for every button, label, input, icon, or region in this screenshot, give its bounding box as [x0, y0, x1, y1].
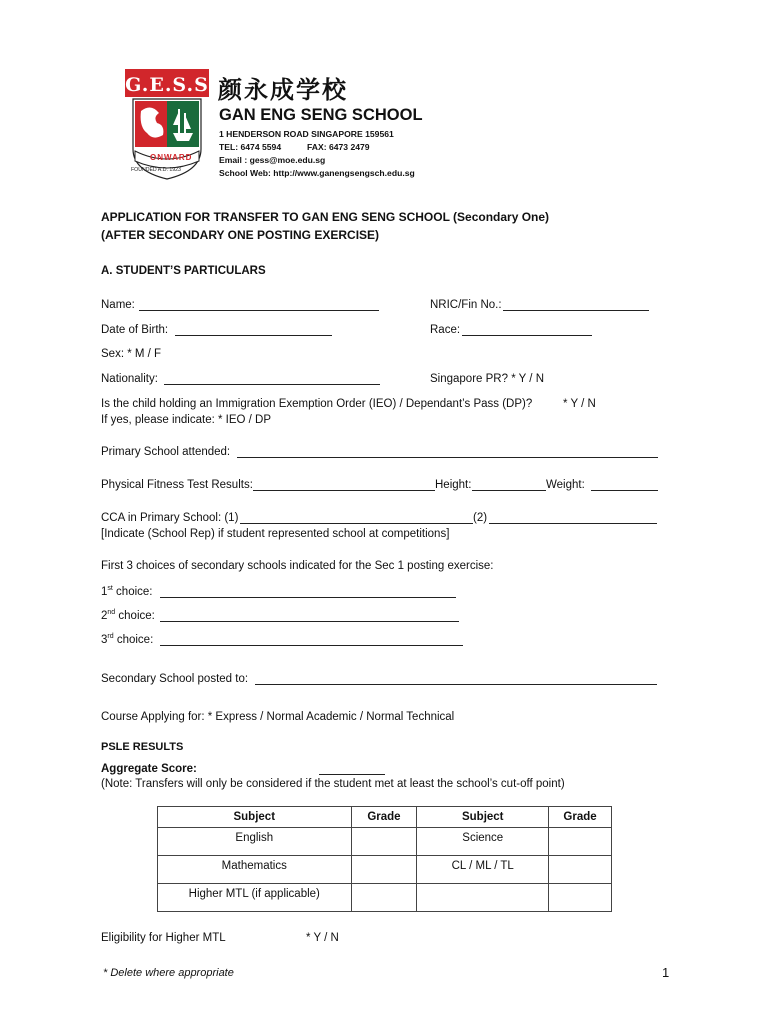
school-crest-logo: [123, 67, 211, 185]
race-field[interactable]: [462, 325, 592, 336]
grade-cell[interactable]: [351, 828, 417, 856]
section-a-heading: A. STUDENT’S PARTICULARS: [101, 265, 266, 277]
psle-heading: PSLE RESULTS: [101, 741, 184, 753]
cca-label: CCA in Primary School: (1): [101, 512, 239, 524]
table-row: [158, 856, 612, 884]
eligibility-label: Eligibility for Higher MTL: [101, 932, 226, 944]
dob-field[interactable]: [175, 325, 332, 336]
height-field[interactable]: [472, 480, 546, 491]
posted-to-field[interactable]: [255, 674, 657, 685]
school-name: GAN ENG SENG SCHOOL: [219, 106, 423, 124]
grade-cell[interactable]: [351, 884, 417, 912]
aggregate-field[interactable]: [319, 764, 385, 775]
choice-3-field[interactable]: [160, 635, 463, 646]
subject-cell: CL / ML / TL: [417, 856, 549, 884]
aggregate-label: Aggregate Score:: [101, 763, 197, 775]
nationality-field[interactable]: [164, 374, 380, 385]
height-label: Height:: [435, 479, 472, 491]
table-row: [158, 828, 612, 856]
weight-field[interactable]: [591, 480, 658, 491]
table-header: Subject: [417, 807, 549, 828]
ieo-question: Is the child holding an Immigration Exemption Order (IEO) / Dependant’s Pass (DP)?: [101, 398, 533, 410]
form-title-line2: (AFTER SECONDARY ONE POSTING EXERCISE): [101, 228, 380, 242]
cca-field-2[interactable]: [489, 513, 657, 524]
table-header: Grade: [549, 807, 612, 828]
choice-2-field[interactable]: [160, 611, 459, 622]
school-web: School Web: http://www.ganengsengsch.edu.sg: [219, 168, 415, 178]
cca2-label: (2): [473, 512, 488, 524]
nric-label: NRIC/Fin No.:: [430, 299, 502, 311]
choice-1-label: 1st choice:: [101, 585, 153, 598]
name-label: Name:: [101, 299, 135, 311]
nric-field[interactable]: [503, 300, 649, 311]
school-fax: FAX: 6473 2479: [307, 142, 370, 152]
primary-school-label: Primary School attended:: [101, 446, 231, 458]
pft-label: Physical Fitness Test Results:: [101, 479, 253, 491]
course-field[interactable]: Course Applying for: * Express / Normal Academic / Normal Technical: [101, 711, 455, 723]
table-header-row: [158, 807, 612, 828]
dob-label: Date of Birth:: [101, 324, 169, 336]
choice-3-label: 3rd choice:: [101, 633, 154, 646]
choice-2-label: 2nd choice:: [101, 609, 155, 622]
grade-cell[interactable]: [549, 828, 612, 856]
ieo-indicate-field[interactable]: If yes, please indicate: * IEO / DP: [101, 414, 272, 426]
race-label: Race:: [430, 324, 461, 336]
school-email: Email : gess@moe.edu.sg: [219, 155, 326, 165]
psle-note: (Note: Transfers will only be considered if the student met at least the school’s cut-off point): [101, 778, 565, 790]
school-address: 1 HENDERSON ROAD SINGAPORE 159561: [219, 129, 394, 139]
school-chinese-name: 颜永成学校: [218, 76, 348, 104]
grade-cell[interactable]: [549, 884, 612, 912]
eligibility-yn-field[interactable]: * Y / N: [306, 932, 339, 944]
sex-field[interactable]: Sex: * M / F: [101, 348, 162, 360]
nationality-label: Nationality:: [101, 373, 158, 385]
svg-text:G.E.S.S: G.E.S.S: [125, 74, 209, 96]
cca-note: [Indicate (School Rep) if student represented school at competitions]: [101, 528, 450, 540]
primary-school-field[interactable]: [237, 447, 658, 458]
logo-motto: ONWARD: [150, 153, 193, 162]
table-header: Subject: [158, 807, 352, 828]
subject-cell[interactable]: [417, 884, 549, 912]
subject-cell: English: [158, 828, 352, 856]
grade-cell[interactable]: [549, 856, 612, 884]
ieo-yn-field[interactable]: * Y / N: [563, 398, 596, 410]
subject-cell: Science: [417, 828, 549, 856]
singapore-pr-field[interactable]: Singapore PR? * Y / N: [430, 373, 545, 385]
table-header: Grade: [351, 807, 417, 828]
grade-cell[interactable]: [351, 856, 417, 884]
table-row: [158, 884, 612, 912]
form-title-line1: APPLICATION FOR TRANSFER TO GAN ENG SENG SCHOOL (Secondary One): [101, 210, 550, 224]
pft-field[interactable]: [253, 480, 435, 491]
choices-intro: First 3 choices of secondary schools indicated for the Sec 1 posting exercise:: [101, 560, 494, 572]
school-tel: TEL: 6474 5594: [219, 142, 282, 152]
name-field[interactable]: [139, 300, 379, 311]
cca-field-1[interactable]: [240, 513, 473, 524]
choice-1-field[interactable]: [160, 587, 456, 598]
posted-to-label: Secondary School posted to:: [101, 673, 249, 685]
subject-cell: Mathematics: [158, 856, 352, 884]
psle-results-table: [157, 806, 612, 912]
weight-label: Weight:: [546, 479, 585, 491]
subject-cell: Higher MTL (if applicable): [158, 884, 352, 912]
page-number: 1: [662, 965, 670, 980]
footer-note: * Delete where appropriate: [103, 967, 234, 979]
logo-founded: FOUNDED A.D. 1923: [131, 167, 181, 173]
